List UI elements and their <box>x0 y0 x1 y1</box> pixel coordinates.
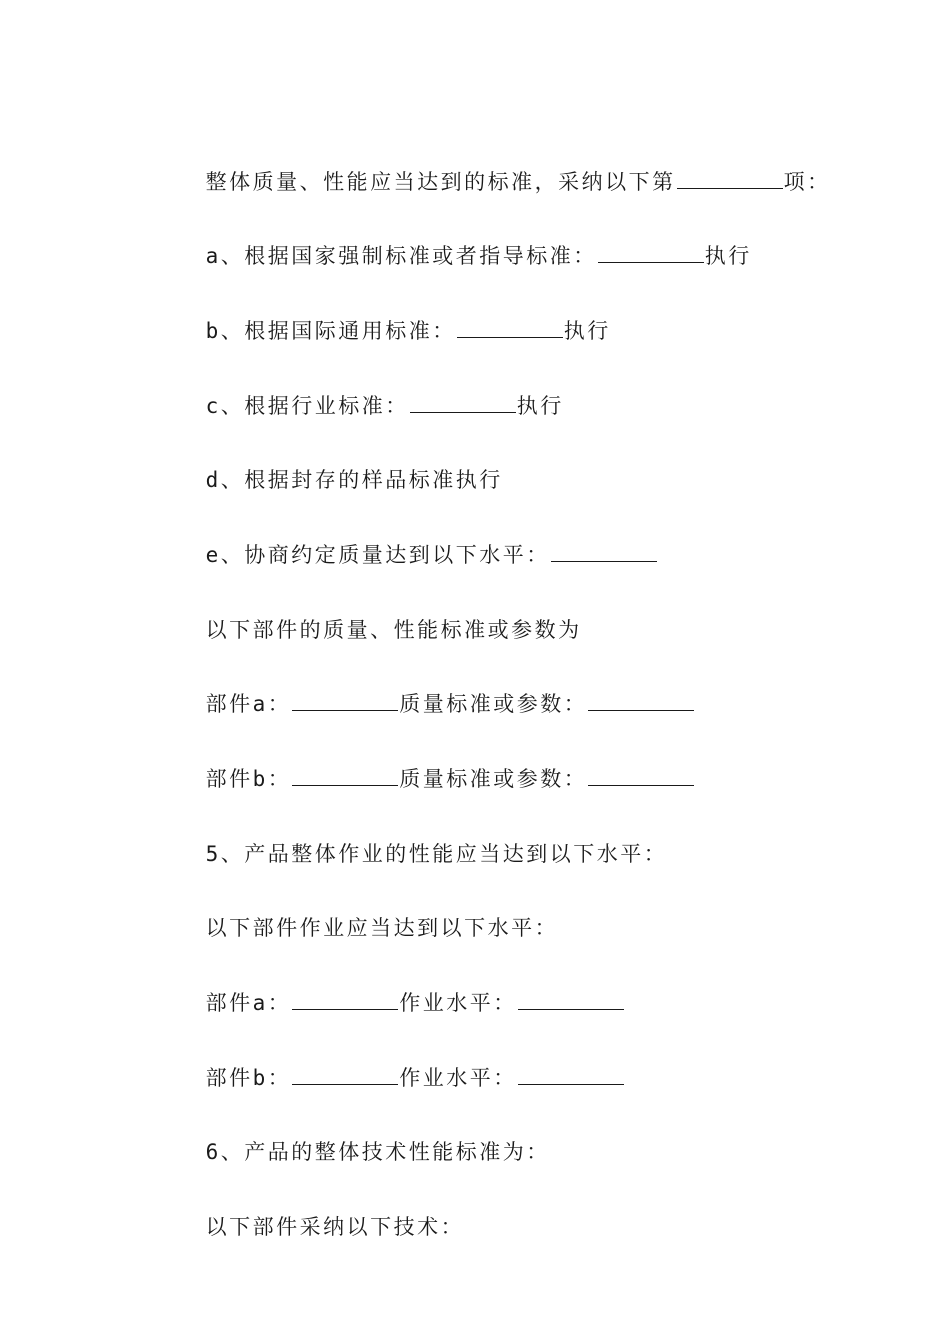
quality-standard-suffix: 项： <box>783 170 831 194</box>
quality-standard-text: 整体质量、性能应当达到的标准，采纳以下第 <box>205 170 676 194</box>
option-c-suffix: 执行 <box>516 394 564 418</box>
component-b-quality-label: 质量标准或参数： <box>399 767 588 791</box>
component-a-label: 部件a： <box>205 692 292 716</box>
component-technology-text: 以下部件采纳以下技术： <box>205 1215 465 1239</box>
component-b-quality-blank[interactable] <box>588 765 694 786</box>
option-a-suffix: 执行 <box>704 244 752 268</box>
option-a-text: a、根据国家强制标准或者指导标准： <box>205 244 597 268</box>
component-b-level-label: 作业水平： <box>399 1066 517 1090</box>
component-b-operation-label: 部件b： <box>205 1066 292 1090</box>
component-b-name-blank[interactable] <box>292 765 398 786</box>
component-technology-heading <box>145 1182 845 1272</box>
section-5-text: 5、产品整体作业的性能应当达到以下水平： <box>205 842 668 866</box>
component-quality-text: 以下部件的质量、性能标准或参数为 <box>205 618 582 642</box>
component-a-level-label: 作业水平： <box>399 991 517 1015</box>
component-a-quality-blank[interactable] <box>588 690 694 711</box>
component-b-operation-name-blank[interactable] <box>292 1064 398 1085</box>
option-b-suffix: 执行 <box>563 319 611 343</box>
component-a-name-blank[interactable] <box>292 690 398 711</box>
item-number-blank[interactable] <box>677 168 783 189</box>
option-c-blank[interactable] <box>410 392 516 413</box>
component-a-operation-name-blank[interactable] <box>292 989 398 1010</box>
component-a-quality-label: 质量标准或参数： <box>399 692 588 716</box>
component-operation-text: 以下部件作业应当达到以下水平： <box>205 916 559 940</box>
option-b-text: b、根据国际通用标准： <box>205 319 456 343</box>
option-e-blank[interactable] <box>551 541 657 562</box>
component-a-operation-label: 部件a： <box>205 991 292 1015</box>
component-b-level-blank[interactable] <box>518 1064 624 1085</box>
option-a-blank[interactable] <box>598 242 704 263</box>
component-b-label: 部件b： <box>205 767 292 791</box>
section-6-text: 6、产品的整体技术性能标准为： <box>205 1140 550 1164</box>
option-b-blank[interactable] <box>457 317 563 338</box>
option-c-text: c、根据行业标准： <box>205 394 409 418</box>
option-d-text: d、根据封存的样品标准执行 <box>205 468 503 492</box>
option-e-text: e、协商约定质量达到以下水平： <box>205 543 550 567</box>
component-a-level-blank[interactable] <box>518 989 624 1010</box>
